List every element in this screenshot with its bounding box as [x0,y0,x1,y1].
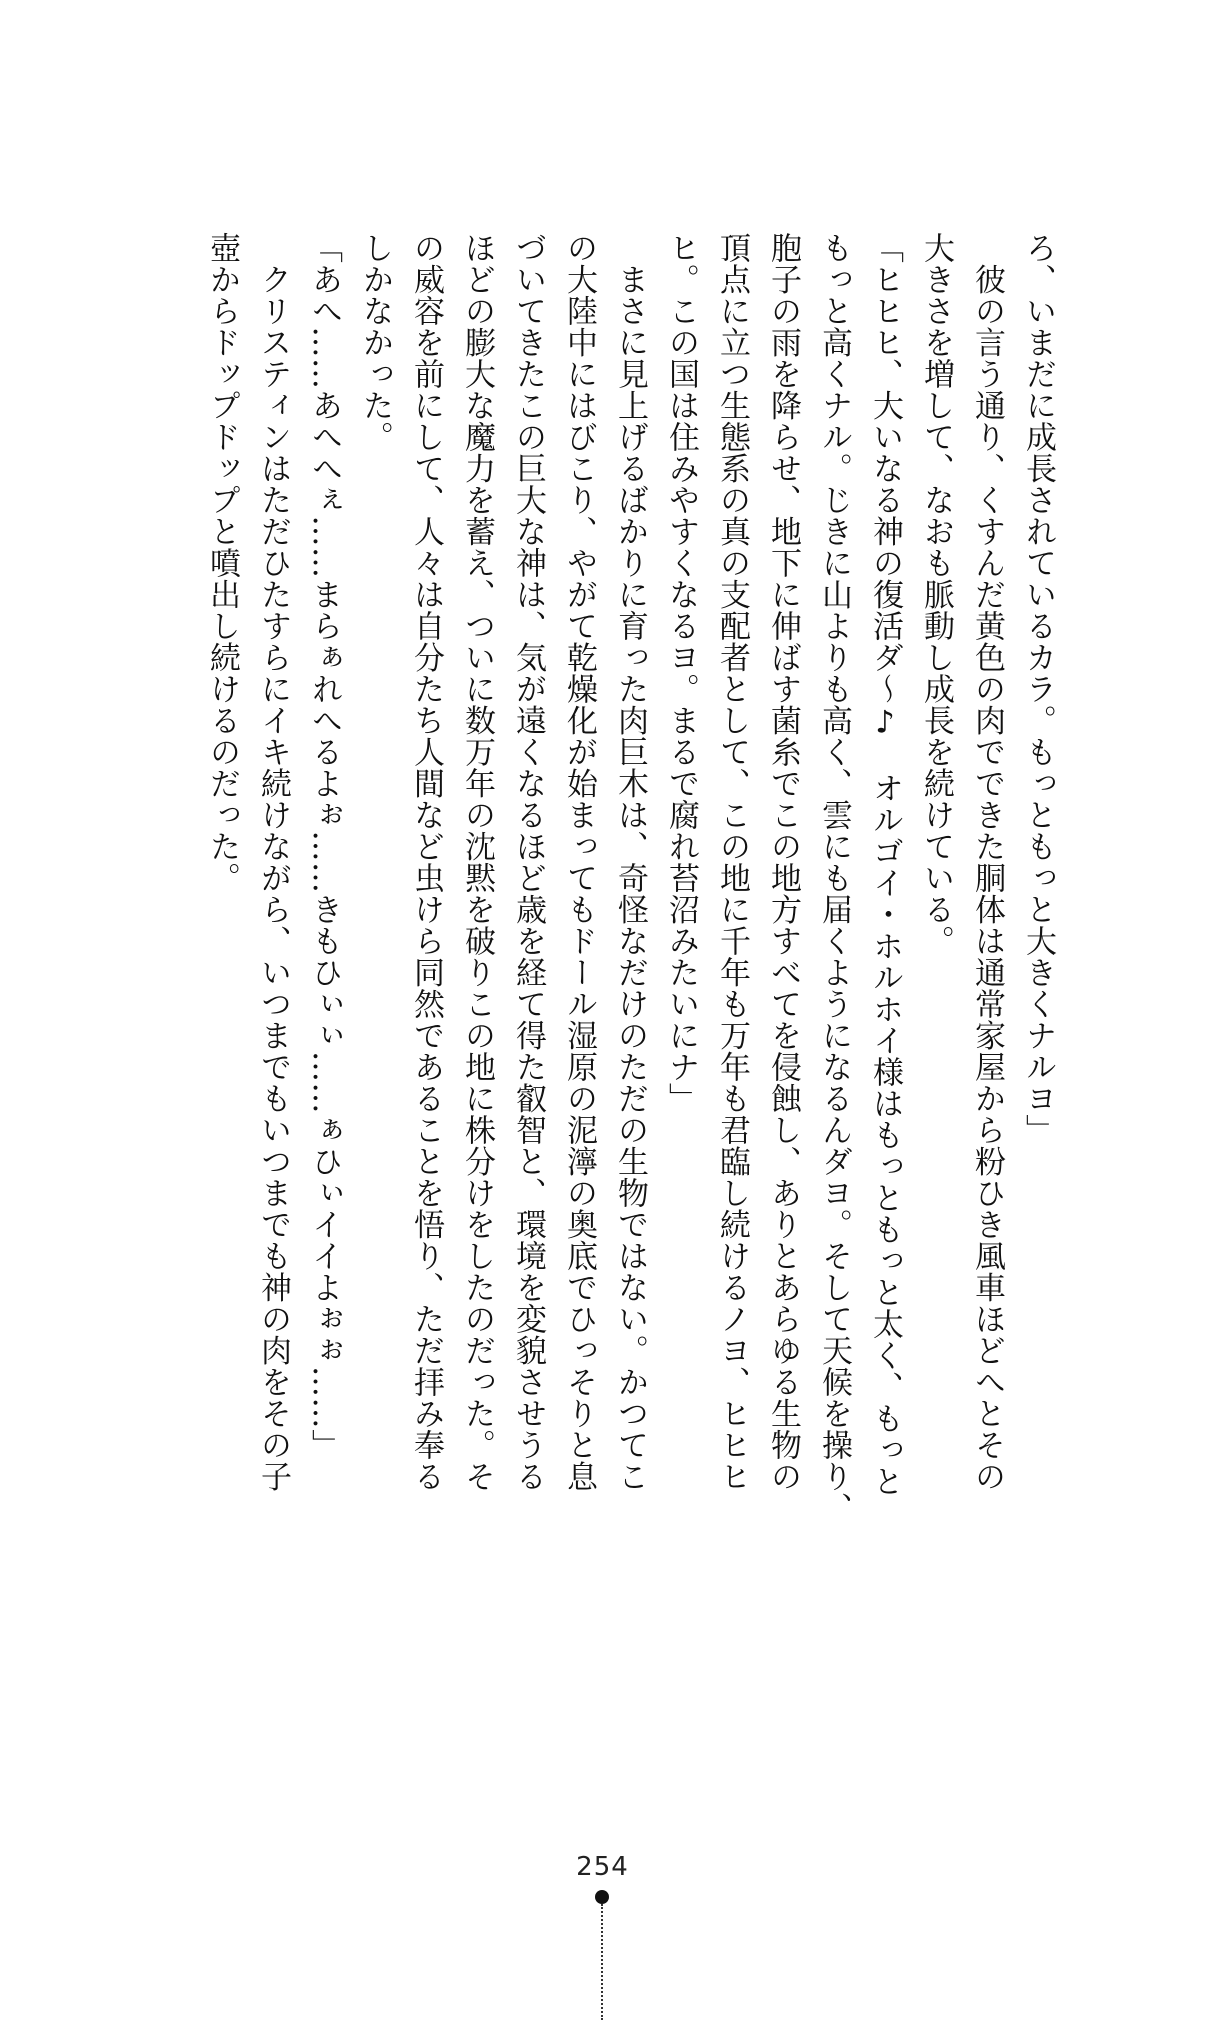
body-text [196,232,1063,1672]
text-line: 壺からドップドップと噴出し続けるのだった。 [204,232,240,894]
text-line: の威容を前にして、人々は自分たち人間など虫けら同然であることを悟り、ただ拝み奉る [408,232,444,1492]
page-number: 254 [576,1852,629,1882]
text-line: づいてきたこの巨大な神は、気が遠くなるほど歳を経て得た叡智と、環境を変貌させうる [510,232,546,1492]
text-line: ほどの膨大な魔力を蓄え、ついに数万年の沈黙を破りこの地に株分けをしたのだった。そ [459,232,495,1492]
text-line: まさに見上げるばかりに育った肉巨木は、奇怪なだけのただの生物ではない。かつてこ [612,232,648,1492]
text-line: 胞子の雨を降らせ、地下に伸ばす菌糸でこの地方すべてを侵蝕し、ありとあらゆる生物の [765,232,801,1492]
text-line: しかなかった。 [357,232,393,453]
marker-dot [595,1890,609,1904]
text-line: ろ、いまだに成長されているカラ。もっともっと大きくナルヨ」 [1020,232,1056,1146]
marker-tail [601,1904,605,2020]
text-line: 「ヒヒヒ、大いなる神の復活ダ～♪ オルゴイ・ホルホイ様はもっともっと太く、もっと [867,232,903,1497]
text-line: もっと高くナル。じきに山よりも高く、雲にも届くようになるんダヨ。そして天候を操り、 [816,232,852,1524]
footer-marker-icon [595,1888,609,2020]
text-line: クリスティンはただひたすらにイキ続けながら、いつまでもいつまでも神の肉をその子 [255,232,291,1492]
text-line: 彼の言う通り、くすんだ黄色の肉でできた胴体は通常家屋から粉ひき風車ほどへとその [969,232,1005,1492]
text-line: 頂点に立つ生態系の真の支配者として、この地に千年も万年も君臨し続けるノヨ、ヒヒヒ [714,232,750,1492]
text-line: 「あへ……あへへぇ……まらぁれへるよぉ……きもひぃぃ……ぁひぃイイよぉぉ……」 [306,232,342,1461]
text-line: ヒ。この国は住みやすくなるヨ。まるで腐れ苔沼みたいにナ」 [663,232,699,1114]
text-line: 大きさを増して、なおも脈動し成長を続けている。 [918,232,954,957]
text-line: の大陸中にはびこり、やがて乾燥化が始まってもドール湿原の泥濘の奥底でひっそりと息 [561,232,597,1492]
